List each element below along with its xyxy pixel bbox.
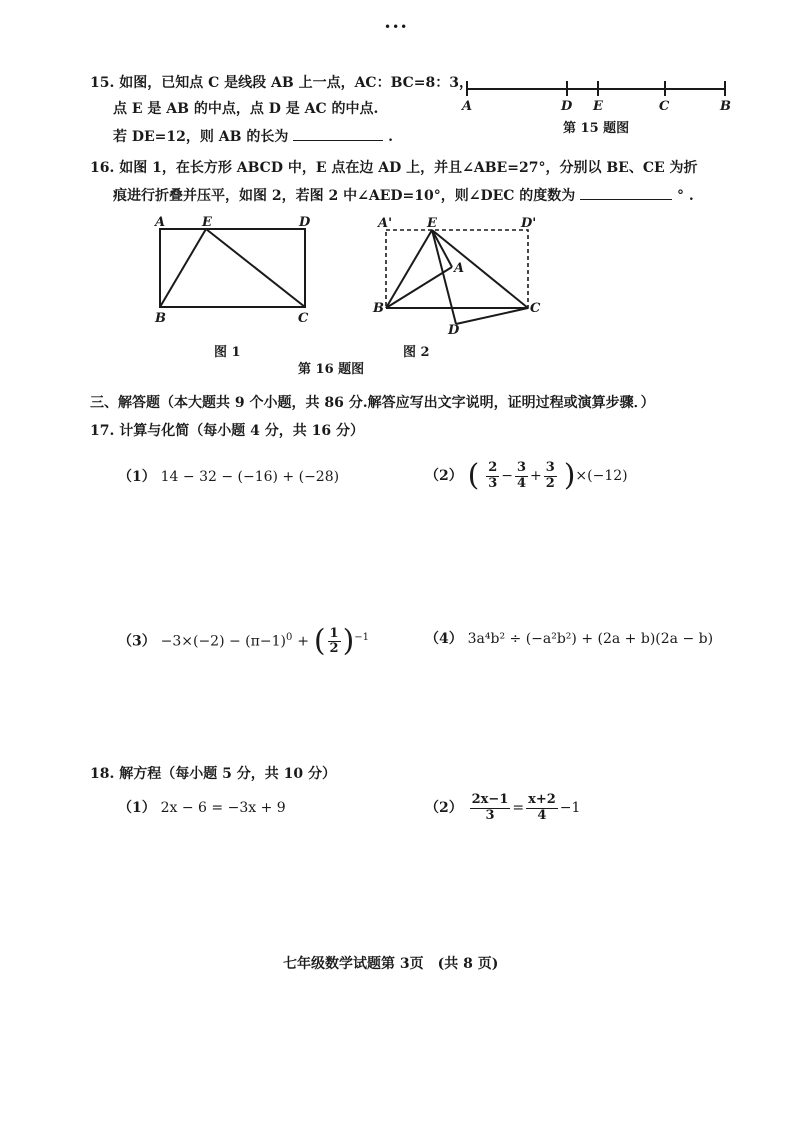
fig1-label-e: E	[202, 215, 212, 230]
q17-part4	[425, 626, 713, 652]
point-e-label: E	[593, 99, 603, 114]
q18-part2-tail: −1	[559, 800, 581, 816]
q15-segment-figure	[455, 74, 745, 114]
q18-part2-label: （2）	[425, 800, 463, 816]
q17-part2-fraction-3: $\frac{3}{2}$	[545, 460, 555, 491]
q16-line1	[90, 155, 698, 181]
q17-part1	[118, 464, 339, 490]
q15-answer-blank[interactable]	[293, 140, 383, 141]
q16-text-line1: 如图 1，在长方形 ABCD 中，E 点在边 AD 上，并且∠ABE=27°，分别以 BE、CE 为折	[119, 160, 698, 176]
q17-part2-label: （2）	[425, 468, 463, 484]
q16-line2	[113, 183, 694, 209]
point-b-label: B	[720, 99, 731, 114]
q15-period: .	[388, 129, 393, 145]
fig1-label-b: B	[155, 311, 166, 326]
point-d-label: D	[561, 99, 573, 114]
fig2-label-a-prime: A'	[378, 216, 393, 231]
q15-line3	[113, 124, 393, 150]
q17-part2-fraction-1: $\frac{2}{3}$	[488, 460, 498, 491]
q17-part2-close-paren: )	[563, 458, 576, 493]
q18-part1-expression: 2x − 6 = −3x + 9	[160, 800, 286, 816]
q18-part1	[118, 795, 286, 821]
q18-part2	[425, 786, 580, 830]
q17-part4-expression: 3a⁴b² ÷ (−a²b²) + (2a + b)(2a − b)	[467, 631, 714, 647]
q16-number: 16.	[90, 160, 115, 176]
fig2-label-d: D	[448, 323, 460, 337]
q15-number: 15.	[90, 75, 115, 91]
q17-part2-tail: ×(−12)	[575, 468, 628, 484]
q17-part3-exponent-neg: −1	[354, 632, 370, 643]
section-3-heading: 三、解答题（本大题共 9 个小题，共 86 分.解答应写出文字说明，证明过程或演算步骤．）	[90, 395, 655, 411]
q17-part4-label: （4）	[425, 631, 463, 647]
q16-figure-caption: 第 16 题图	[298, 362, 365, 377]
q16-fig2-caption: 图 2	[403, 345, 430, 360]
q16-figure-2	[370, 212, 555, 337]
top-dots: •••	[384, 20, 409, 34]
fig2-label-c: C	[530, 301, 541, 316]
q18-part2-equals: =	[512, 800, 525, 816]
fig2-label-d-prime: D'	[521, 216, 537, 231]
q17-part3-expression: −3×(−2) − (π−1)	[160, 633, 286, 650]
q18-part2-left-fraction: $\frac{2x-1}{3}$	[471, 792, 509, 823]
fig1-label-d: D	[299, 215, 311, 230]
q18-part1-label: （1）	[118, 800, 156, 816]
q16-text-line2: 痕进行折叠并压平，如图 2，若图 2 中∠AED=10°，则∠DEC 的度数为	[113, 188, 576, 204]
q15-figure-caption: 第 15 题图	[563, 121, 630, 136]
q16-degree-mark: °	[677, 188, 685, 204]
fig2-label-a: A	[454, 261, 465, 276]
q17-part1-label: （1）	[118, 469, 156, 485]
q15-line1	[90, 70, 473, 96]
q16-period: .	[688, 188, 694, 204]
q18-part2-right-fraction: $\frac{x+2}{4}$	[528, 792, 556, 823]
point-c-label: C	[659, 99, 670, 114]
q15-text-line3: 若 DE=12，则 AB 的长为	[113, 129, 289, 145]
q17-part2-fraction-2: $\frac{3}{4}$	[517, 460, 527, 491]
fig1-label-c: C	[298, 311, 309, 326]
point-a-label: A	[462, 99, 473, 114]
q18-title: 18. 解方程（每小题 5 分，共 10 分）	[90, 766, 336, 782]
fig1-label-a: A	[155, 215, 166, 230]
q16-answer-blank[interactable]	[580, 199, 672, 200]
fig2-label-b: B	[373, 301, 384, 316]
fig2-label-e: E	[427, 216, 437, 231]
page-footer: 七年级数学试题第 3页 (共 8 页)	[283, 956, 499, 972]
q17-part3-plus: +	[297, 633, 309, 650]
q17-part2-open-paren: (	[467, 458, 480, 493]
q16-fig1-caption: 图 1	[214, 345, 241, 360]
q17-part2: （2） ( $\frac{2}{3}$ − $\frac{3}{4}$ + $\frac{3}{2}$ )×(−12)	[425, 458, 628, 493]
q15-line2: 点 E 是 AB 的中点，点 D 是 AC 的中点.	[113, 101, 379, 117]
q17-title: 17. 计算与化简（每小题 4 分，共 16 分）	[90, 423, 364, 439]
q17-part3-label: （3）	[118, 633, 156, 650]
q17-part3: $(3) -3\times(-2) - (\pi-1)^0$ + ( $\frac{1}{2}$ )$^{-1}$	[118, 623, 370, 659]
q17-part3-exponent-zero: 0	[285, 632, 293, 643]
q15-text-line1: 如图，已知点 C 是线段 AB 上一点，AC：BC=8：3，	[119, 75, 474, 91]
q16-figure-1	[148, 212, 323, 327]
q17-part3-fraction: $\frac{1}{2}$	[329, 625, 339, 657]
q17-part1-expression: 14 − 32 − (−16) + (−28)	[160, 469, 340, 485]
